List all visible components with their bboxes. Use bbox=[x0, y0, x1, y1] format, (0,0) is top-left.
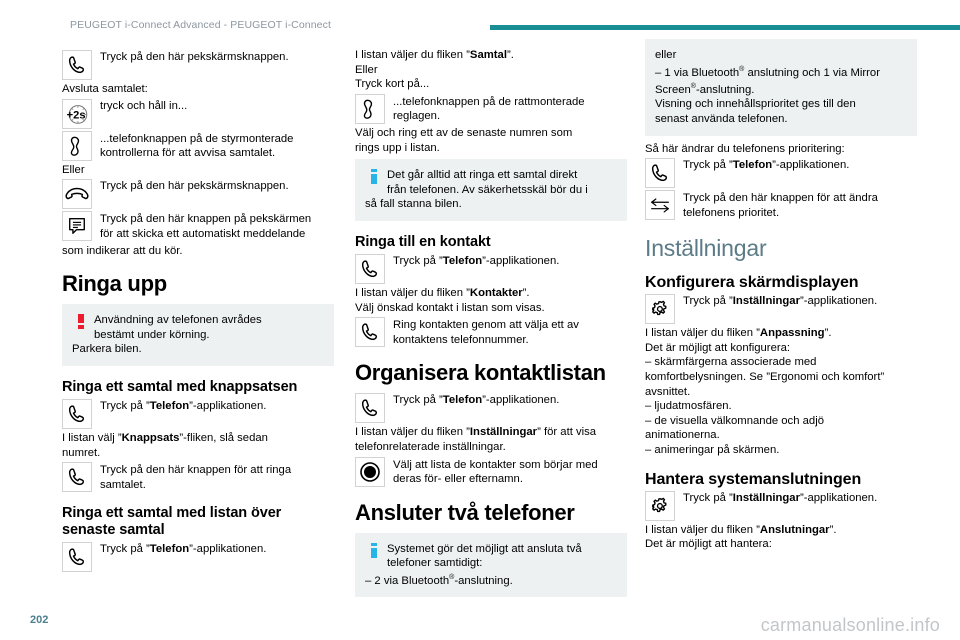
info-line-priority-1: Visning och innehållsprioritet ges till den bbox=[655, 98, 856, 111]
select-recent-line2: rings upp i listan. bbox=[355, 141, 440, 154]
tab-samtal-instruction bbox=[355, 48, 627, 63]
app-name: Telefon bbox=[442, 254, 483, 267]
configure-bullet-3-line2: animationerna. bbox=[645, 429, 720, 442]
text-pre: I listan väljer du fliken ” bbox=[355, 49, 470, 61]
column-left bbox=[62, 48, 334, 574]
instruction-text bbox=[92, 211, 334, 241]
warning-text bbox=[90, 313, 324, 342]
choose-contact-text: Välj önskad kontakt i listan som visas. bbox=[355, 301, 545, 314]
text-pre: Tryck på ” bbox=[683, 159, 733, 172]
instruction-row-swap-priority bbox=[645, 190, 917, 220]
configure-intro: Det är möjligt att konfigurera: bbox=[645, 341, 791, 354]
instruction-row-phone-app-organise bbox=[355, 393, 627, 423]
instruction-text bbox=[92, 542, 334, 557]
heading-keypad-call: Ringa ett samtal med knappsatsen bbox=[62, 378, 298, 395]
end-call-label: Avsluta samtalet: bbox=[62, 83, 148, 95]
column-middle bbox=[355, 48, 627, 601]
instruction-row-phone-app-priority bbox=[645, 158, 917, 188]
text-pre: – 1 via Bluetooth bbox=[655, 66, 740, 79]
heading-call-contact: Ringa till en kontakt bbox=[355, 233, 491, 250]
instruction-row-phone-app-contact bbox=[355, 254, 627, 284]
instruction-line-1: ...telefonknappen på de rattmonterade bbox=[393, 95, 585, 108]
warning-line-3: Parkera bilen. bbox=[72, 343, 142, 356]
tab-name: Samtal bbox=[469, 49, 507, 61]
instruction-row-phone-app-recent bbox=[62, 542, 334, 572]
instruction-text bbox=[92, 399, 334, 414]
info-text bbox=[383, 168, 617, 197]
phone-handset-icon[interactable] bbox=[62, 462, 92, 492]
text-pre: Tryck på ” bbox=[100, 399, 150, 412]
text-pre: – 2 via Bluetooth bbox=[365, 574, 450, 587]
instruction-text: Tryck på den här pekskärmsknappen. bbox=[100, 180, 289, 193]
instruction-row-hangup bbox=[62, 179, 334, 209]
tab-name: Inställningar bbox=[469, 426, 538, 439]
header-title: PEUGEOT i-Connect Advanced - PEUGEOT i-Connect bbox=[70, 19, 331, 31]
configure-bullet-1-line3: avsnittet. bbox=[645, 385, 691, 398]
info-line-mirror-screen bbox=[655, 80, 907, 97]
text-post: ”-applikationen. bbox=[482, 394, 560, 407]
heading-organise-contacts: Organisera kontaktlistan bbox=[355, 360, 606, 386]
configure-bullet-3-line1: – de visuella välkomnande och adjö bbox=[645, 414, 824, 427]
instruction-text bbox=[385, 94, 627, 124]
instruction-line-2: för att skicka ett automatiskt meddelande bbox=[100, 227, 306, 240]
registered-mark: ® bbox=[690, 82, 696, 90]
heading-line-1: Ringa ett samtal med listan över bbox=[62, 505, 282, 522]
info-line-bluetooth-mirror bbox=[655, 63, 907, 80]
heading-installningar: Inställningar bbox=[645, 235, 767, 262]
instruction-text: Tryck på den här pekskärmsknappen. bbox=[100, 51, 289, 63]
instruction-text bbox=[385, 457, 627, 487]
gear-icon[interactable] bbox=[645, 491, 675, 521]
instruction-text bbox=[675, 158, 917, 173]
configure-bullet-4: – animeringar på skärmen. bbox=[645, 444, 780, 457]
info-text bbox=[383, 542, 617, 571]
press-short-label: Tryck kort på... bbox=[355, 78, 430, 91]
info-line-eller: eller bbox=[655, 49, 677, 61]
phone-handset-icon[interactable] bbox=[62, 399, 92, 429]
instruction-line-2: reglagen. bbox=[393, 110, 441, 123]
header-accent-rule bbox=[490, 25, 960, 30]
app-name: Telefon bbox=[149, 543, 190, 556]
text-pre: Tryck på ” bbox=[683, 491, 733, 504]
page-header bbox=[0, 0, 960, 36]
instruction-row-sort-contacts bbox=[355, 457, 627, 487]
registered-mark: ® bbox=[449, 573, 455, 581]
text-post: ”. bbox=[829, 523, 837, 536]
instruction-line-2: telefonens prioritet. bbox=[683, 206, 780, 219]
info-icon bbox=[365, 168, 383, 189]
text-post: ”-applikationen. bbox=[799, 491, 878, 504]
text-post: ”-applikationen. bbox=[189, 543, 267, 556]
text-post: -anslutning. bbox=[454, 574, 513, 587]
tab-anpassning-instruction bbox=[645, 326, 917, 341]
info-callout-two-phones bbox=[355, 533, 627, 598]
warning-line-1: Användning av telefonen avrådes bbox=[94, 314, 262, 327]
steering-phone-button-icon[interactable] bbox=[355, 94, 385, 124]
instruction-line-1: Ring kontakten genom att välja ett av bbox=[393, 319, 579, 332]
heading-configure-display: Konfigurera skärmdisplayen bbox=[645, 274, 859, 292]
text-post: anslutning och 1 via Mirror bbox=[744, 66, 880, 79]
phone-handset-icon[interactable] bbox=[62, 542, 92, 572]
phone-handset-icon[interactable] bbox=[355, 254, 385, 284]
heading-line-2: senaste samtal bbox=[62, 522, 165, 539]
instruction-row-settings-app-2 bbox=[645, 491, 917, 521]
tab-anslutningar-instruction bbox=[645, 523, 917, 538]
tab-installningar-line2: telefonrelaterade inställningar. bbox=[355, 440, 506, 453]
text-pre: I listan väljer du fliken ” bbox=[355, 286, 470, 299]
text-pre: I listan välj ” bbox=[62, 431, 122, 444]
text-post: -anslutning. bbox=[695, 83, 755, 96]
app-name: Inställningar bbox=[732, 491, 800, 504]
tab-name: Kontakter bbox=[469, 286, 523, 299]
instruction-row-wheel-phone-button bbox=[355, 94, 627, 124]
press-hold-2s-icon[interactable] bbox=[62, 99, 92, 129]
app-name: Telefon bbox=[149, 399, 190, 412]
info-line-2: telefoner samtidigt: bbox=[387, 557, 483, 570]
page-number: 202 bbox=[30, 614, 49, 626]
instruction-line-1: Tryck på den här knappen för att ringa bbox=[100, 464, 292, 477]
app-name: Telefon bbox=[732, 159, 773, 172]
text-post: ” för att visa bbox=[537, 426, 597, 439]
instruction-text bbox=[385, 254, 627, 269]
instruction-text bbox=[385, 393, 627, 408]
text-pre: Tryck på ” bbox=[393, 394, 443, 407]
text-pre: Tryck på ” bbox=[683, 295, 733, 308]
text-post: ”-applikationen. bbox=[799, 295, 878, 308]
configure-bullet-2: – ljudatmosfären. bbox=[645, 400, 732, 413]
text-post: ”-applikationen. bbox=[189, 399, 267, 412]
text-pre: Screen bbox=[655, 83, 691, 96]
text-post: ”-applikationen. bbox=[482, 254, 560, 267]
info-line-1: Det går alltid att ringa ett samtal direkt bbox=[387, 169, 578, 182]
instruction-row-steering-reject bbox=[62, 131, 334, 161]
instruction-row-touch-button bbox=[62, 50, 334, 80]
heading-connect-two-phones: Ansluter två telefoner bbox=[355, 499, 575, 525]
text-post: ”. bbox=[824, 327, 832, 340]
keypad-tab-instruction bbox=[62, 431, 334, 446]
warning-callout bbox=[62, 304, 334, 366]
configure-bullet-1-line2: komfortbelysningen. Se ”Ergonomi och komfort” bbox=[645, 371, 885, 384]
app-name: Inställningar bbox=[732, 295, 800, 308]
text-post: ”-fliken, slå sedan bbox=[179, 431, 268, 444]
svg-text:+2s: +2s bbox=[66, 109, 86, 122]
or-label: Eller bbox=[62, 163, 85, 176]
page-content bbox=[0, 48, 960, 600]
instruction-line-1: Tryck på den här knappen för att ändra bbox=[683, 192, 878, 205]
tab-name: Knappsats bbox=[121, 431, 180, 444]
instruction-line-1: ...telefonknappen på de styrmonterade bbox=[100, 132, 294, 145]
text-post: ”. bbox=[506, 49, 514, 61]
instruction-row-press-hold bbox=[62, 99, 334, 129]
warning-icon bbox=[72, 313, 90, 334]
info-line-3 bbox=[365, 571, 617, 588]
steering-phone-button-icon[interactable] bbox=[62, 131, 92, 161]
tab-kontakter-instruction bbox=[355, 286, 627, 301]
instruction-line-1: Tryck på den här knappen på pekskärmen bbox=[100, 213, 312, 226]
instruction-text bbox=[92, 462, 334, 492]
tab-installningar-instruction bbox=[355, 425, 627, 440]
text-pre: I listan väljer du fliken ” bbox=[355, 426, 470, 439]
heading-ringa-upp: Ringa upp bbox=[62, 271, 167, 297]
info-callout-connection-modes bbox=[645, 39, 917, 136]
text-pre: Tryck på ” bbox=[393, 254, 443, 267]
manage-intro: Det är möjligt att hantera: bbox=[645, 538, 772, 551]
instruction-text: tryck och håll in... bbox=[100, 99, 188, 112]
warning-line-2: bestämt under körning. bbox=[94, 328, 210, 341]
message-bubble-icon[interactable] bbox=[62, 211, 92, 241]
instruction-row-phone-app bbox=[62, 399, 334, 429]
instruction-text bbox=[385, 317, 627, 347]
registered-mark: ® bbox=[739, 65, 745, 73]
phone-handset-icon[interactable] bbox=[355, 317, 385, 347]
phone-handset-icon[interactable] bbox=[645, 158, 675, 188]
or-label: Eller bbox=[355, 63, 378, 76]
instruction-line-1: Välj att lista de kontakter som börjar med bbox=[393, 458, 598, 471]
info-line-1: Systemet gör det möjligt att ansluta två bbox=[387, 542, 582, 555]
hang-up-icon[interactable] bbox=[62, 179, 92, 209]
configure-bullet-1-line1: – skärmfärgerna associerade med bbox=[645, 356, 817, 369]
instruction-row-settings-app bbox=[645, 294, 917, 324]
site-watermark: carmanualsonline.info bbox=[760, 615, 940, 635]
heading-recent-calls bbox=[62, 505, 334, 539]
instruction-text bbox=[92, 131, 334, 161]
info-line-2: från telefonen. Av säkerhetsskäl bör du i bbox=[387, 183, 588, 196]
info-line-3: så fall stanna bilen. bbox=[365, 198, 462, 211]
column-right bbox=[645, 48, 917, 552]
priority-intro-text: Så här ändrar du telefonens prioritering: bbox=[645, 142, 845, 155]
phone-handset-icon[interactable] bbox=[355, 393, 385, 423]
instruction-text bbox=[675, 190, 917, 220]
swap-arrows-icon[interactable] bbox=[645, 190, 675, 220]
info-callout-direct-call bbox=[355, 159, 627, 221]
instruction-row-call-contact-number bbox=[355, 317, 627, 347]
instruction-line-2: deras för- eller efternamn. bbox=[393, 473, 523, 486]
app-name: Telefon bbox=[442, 394, 483, 407]
info-icon bbox=[365, 542, 383, 563]
instruction-line-2: kontaktens telefonnummer. bbox=[393, 333, 529, 346]
instruction-text bbox=[675, 491, 917, 506]
text-post: ”-applikationen. bbox=[772, 159, 850, 172]
tab-name: Anpassning bbox=[759, 327, 825, 340]
auto-message-trailing-text: som indikerar att du kör. bbox=[62, 244, 183, 257]
text-pre: I listan väljer du fliken ” bbox=[645, 327, 760, 340]
keypad-tab-instruction-line2: numret. bbox=[62, 446, 101, 459]
text-pre: I listan väljer du fliken ” bbox=[645, 523, 760, 536]
instruction-line-2: samtalet. bbox=[100, 478, 146, 491]
instruction-row-make-call bbox=[62, 462, 334, 492]
radio-button-filled-icon[interactable] bbox=[355, 457, 385, 487]
instruction-text bbox=[675, 294, 917, 309]
text-pre: Tryck på ” bbox=[100, 543, 150, 556]
text-post: ”. bbox=[522, 286, 530, 299]
gear-icon[interactable] bbox=[645, 294, 675, 324]
select-recent-line1: Välj och ring ett av de senaste numren som bbox=[355, 126, 573, 139]
tab-name: Anslutningar bbox=[759, 523, 830, 536]
heading-manage-system-connection: Hantera systemanslutningen bbox=[645, 470, 862, 488]
phone-handset-icon[interactable] bbox=[62, 50, 92, 80]
info-line-priority-2: senast använda telefonen. bbox=[655, 112, 788, 125]
instruction-row-auto-message bbox=[62, 211, 334, 241]
instruction-line-2: kontrollerna för att avvisa samtalet. bbox=[100, 147, 276, 160]
